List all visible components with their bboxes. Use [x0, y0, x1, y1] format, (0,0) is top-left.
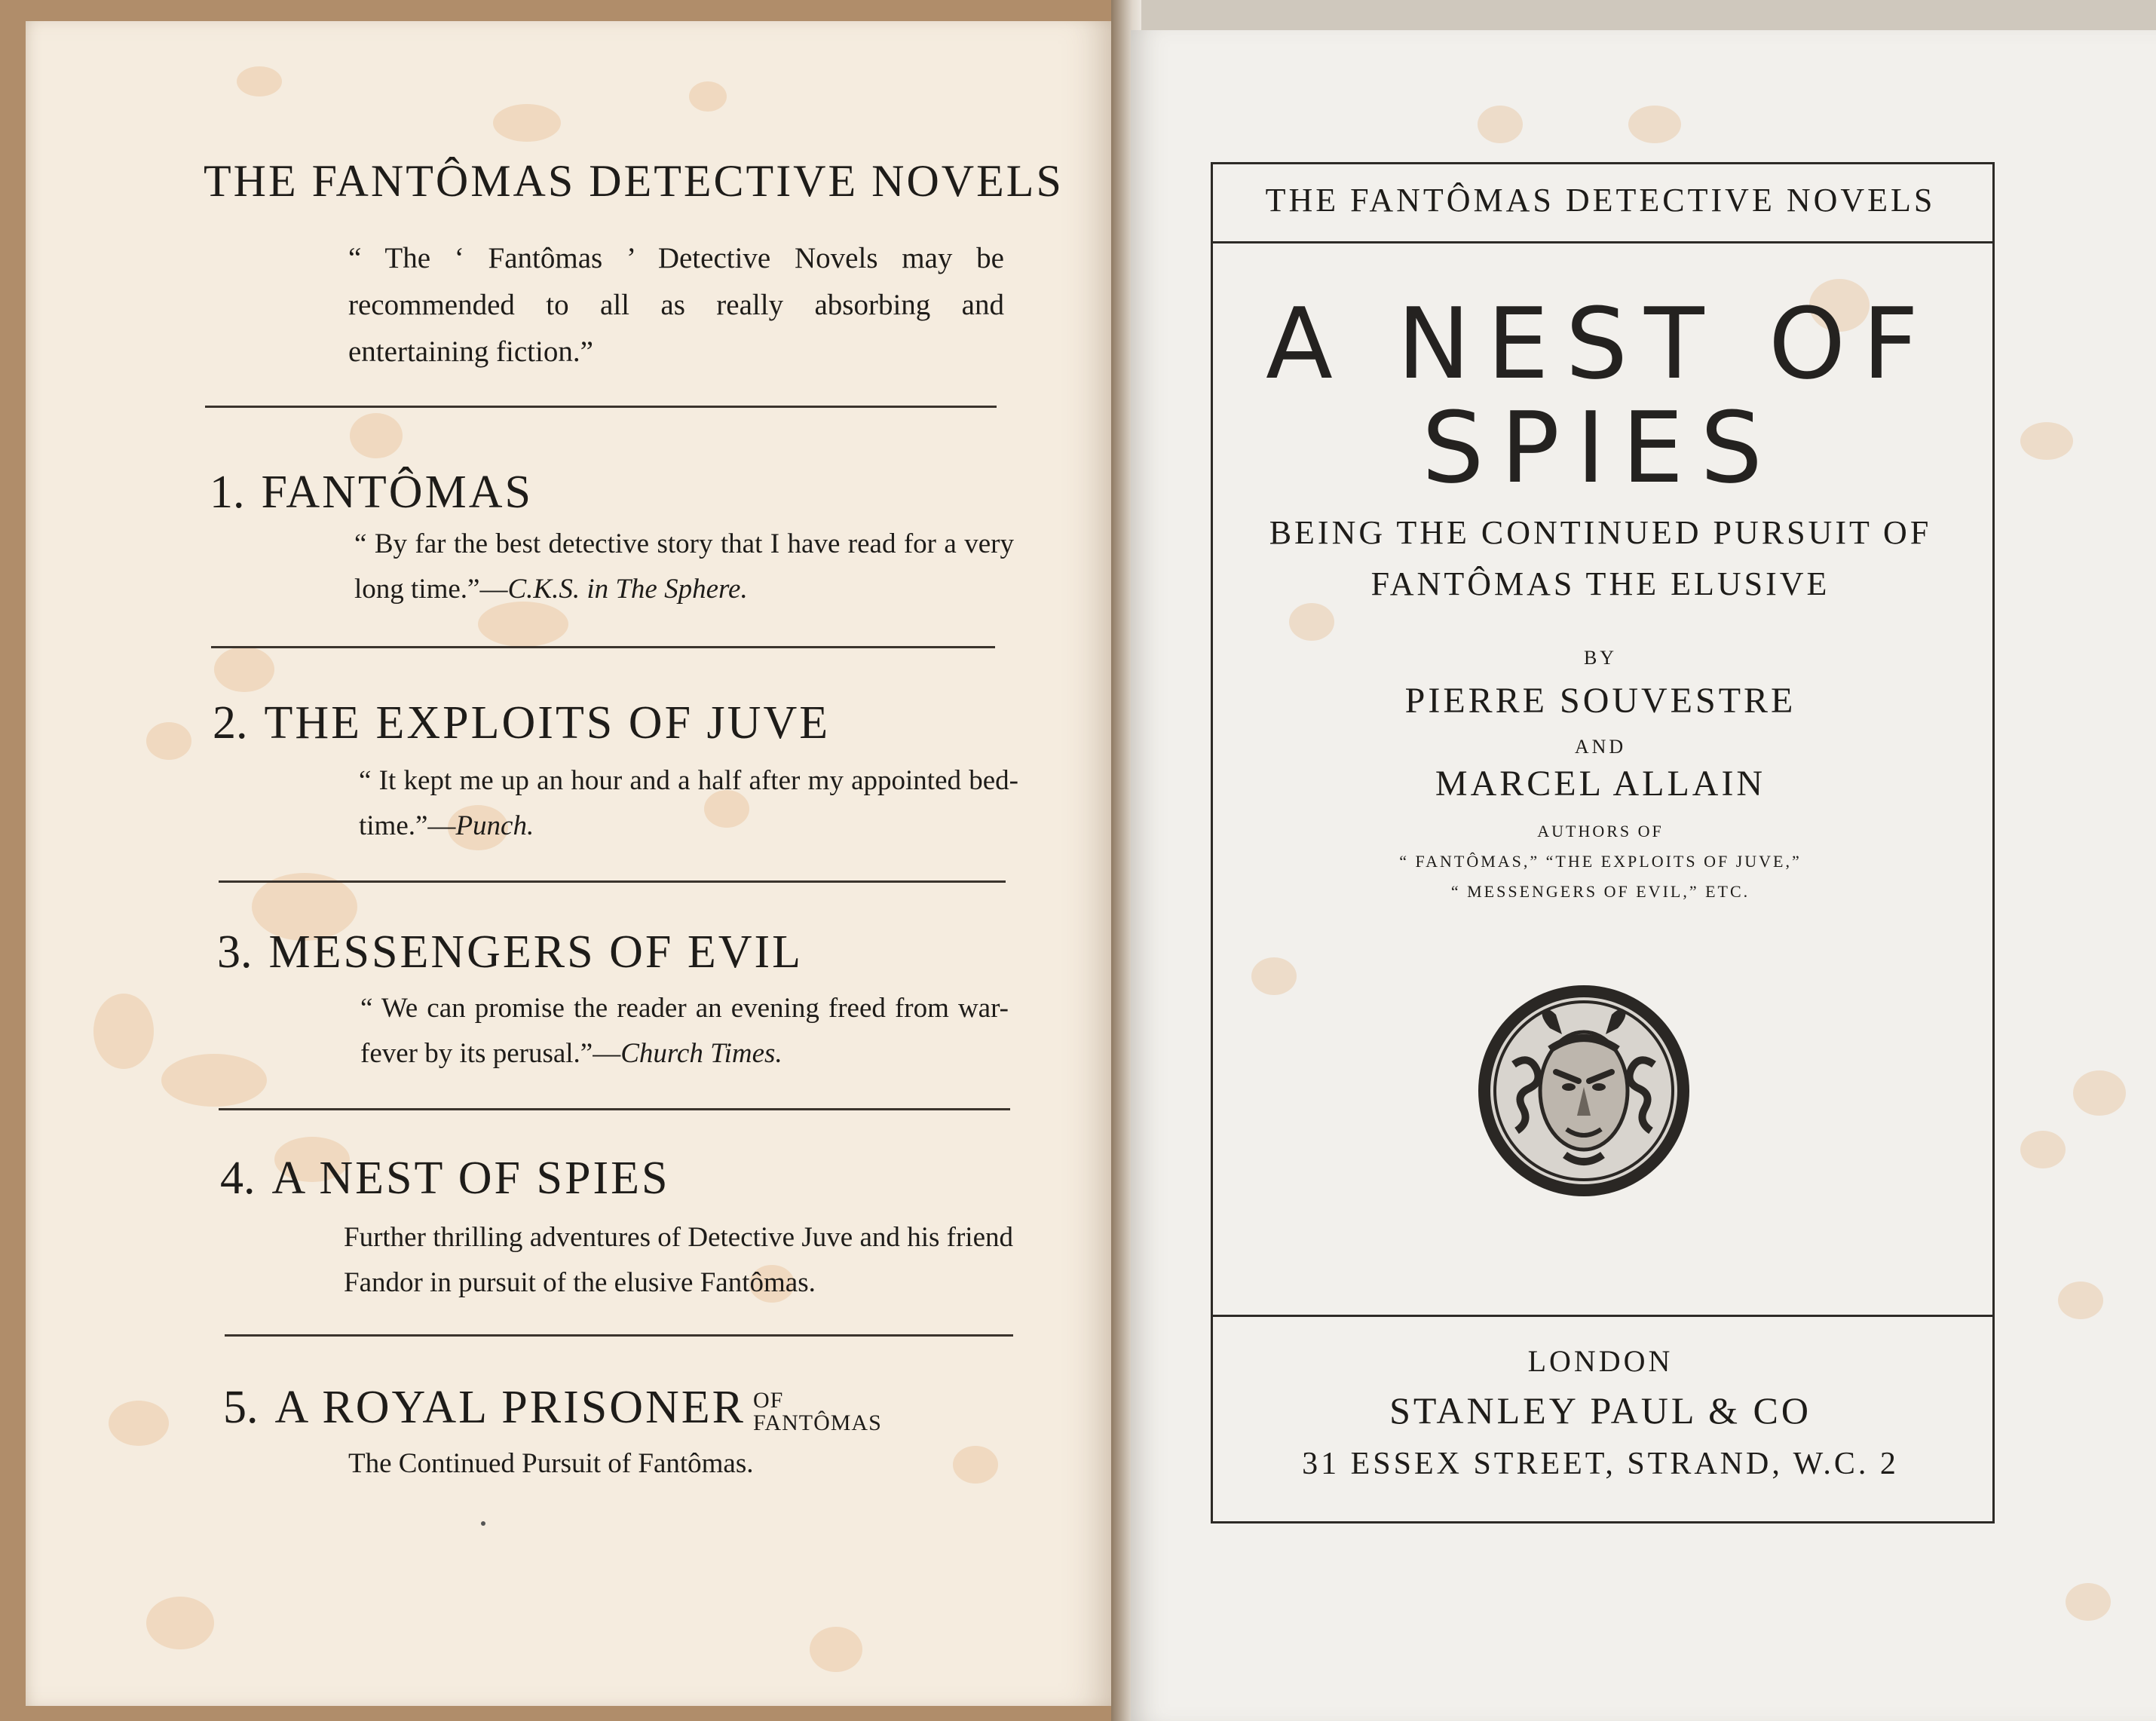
frame-rule-top — [1211, 241, 1992, 243]
frame-rule-bottom — [1211, 1315, 1992, 1317]
book-title-line-1: A NEST OF — [1266, 286, 1935, 401]
novel-entry-5-description: The Continued Pursuit of Fantômas. — [348, 1448, 754, 1479]
subtitle-line-1: BEING THE CONTINUED PURSUIT OF — [1269, 514, 1932, 551]
authors-of-label: AUTHORS OF — [1537, 822, 1664, 841]
novel-entry-1-title: 1. FANTÔMAS — [210, 467, 533, 518]
novel-entry-4-title: 4. A NEST OF SPIES — [220, 1153, 670, 1204]
previous-works-line-2: “ MESSENGERS OF EVIL,” ETC. — [1450, 882, 1750, 901]
novel-entry-3-review: “ We can promise the reader an evening freed from war-fever by its perusal.”—Church Times. — [360, 993, 1009, 1069]
novel-entry-3-title: 3. MESSENGERS OF EVIL — [217, 926, 804, 978]
author-1: PIERRE SOUVESTRE — [1404, 681, 1796, 721]
series-heading: THE FANTÔMAS DETECTIVE NOVELS — [1265, 182, 1936, 219]
series-title: THE FANTÔMAS DETECTIVE NOVELS — [204, 156, 1064, 206]
and-label: AND — [1574, 736, 1627, 758]
novel-entry-1-review: “ By far the best detective story that I have read for a very long time.”—C.K.S. in The Sphere. — [354, 528, 1014, 605]
divider — [219, 880, 1006, 883]
book-title-line-2: SPIES — [1422, 390, 1779, 505]
novel-entry-2-review: “ It kept me up an hour and a half after my appointed bed-time.”—Punch. — [359, 765, 1018, 841]
novel-entry-2-title: 2. THE EXPLOITS OF JUVE — [213, 697, 831, 749]
fantomas-emblem-icon — [1475, 981, 1693, 1200]
divider — [211, 646, 995, 648]
publisher-address: 31 ESSEX STREET, STRAND, W.C. 2 — [1302, 1447, 1899, 1481]
author-2: MARCEL ALLAIN — [1435, 764, 1766, 804]
previous-works-line-1: “ FANTÔMAS,” “THE EXPLOITS OF JUVE,” — [1399, 852, 1802, 871]
series-quote: “ The ‘ Fantômas ’ Detective Novels may be recommended to all as really absorbing and entertaining fiction.” — [348, 242, 1004, 368]
divider — [219, 1108, 1010, 1110]
ink-mark — [481, 1521, 485, 1526]
by-label: BY — [1583, 647, 1618, 669]
publisher-city: LONDON — [1527, 1344, 1674, 1378]
novel-entry-4-description: Further thrilling adventures of Detective Juve and his friend Fandor in pursuit of the elusive Fantômas. — [344, 1222, 1013, 1298]
divider — [225, 1334, 1013, 1337]
publisher-name: STANLEY PAUL & CO — [1389, 1389, 1811, 1432]
divider — [205, 406, 997, 408]
novel-entry-5-title: 5. A ROYAL PRISONER OF FANTÔMAS — [223, 1382, 882, 1435]
subtitle-line-2: FANTÔMAS THE ELUSIVE — [1370, 565, 1830, 602]
